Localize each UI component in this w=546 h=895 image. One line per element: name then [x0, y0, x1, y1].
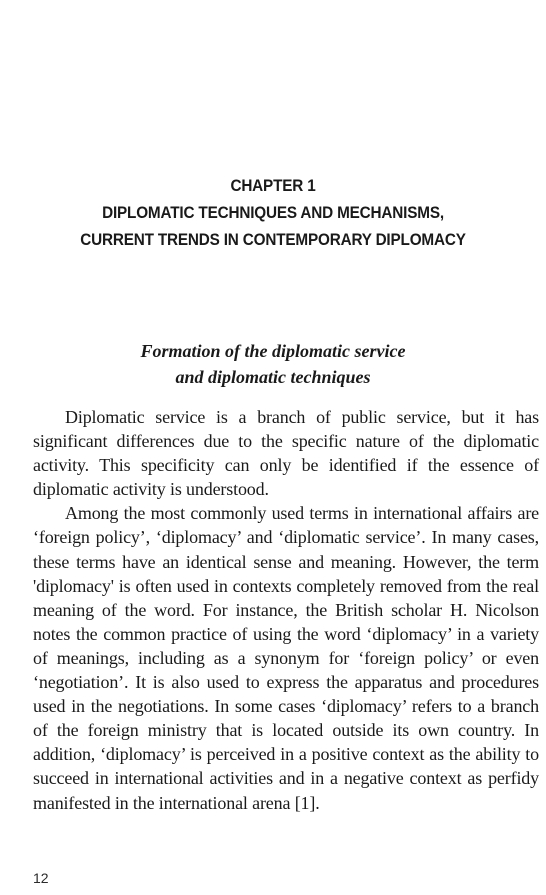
page-number: 12	[33, 870, 49, 886]
chapter-title-line-2: CURRENT TRENDS IN CONTEMPORARY DIPLOMACY	[80, 230, 466, 249]
body-text	[33, 405, 539, 815]
chapter-number: CHAPTER 1	[230, 176, 316, 195]
section-heading-line-1: Formation of the diplomatic service	[140, 341, 406, 361]
section-heading	[0, 338, 546, 390]
paragraph: Diplomatic service is a branch of public service, but it has significant differences due to the specific nature of the diplomatic activity. This specificity can only be identified if the essence of diplomatic activity is understood.	[33, 407, 539, 500]
chapter-title-line-1: DIPLOMATIC TECHNIQUES AND MECHANISMS,	[102, 203, 444, 222]
chapter-header	[27, 172, 518, 253]
section-heading-line-2: and diplomatic techniques	[175, 367, 371, 387]
paragraph: Among the most commonly used terms in international affairs are ‘foreign policy’, ‘diplomacy’ and ‘diplomatic service’. In many cases, these terms have an identical sense and meaning. However, the term 'diplomacy' is often used in contexts completely removed from the real meaning of the word. For instance, the British scholar H. Nicolson notes the common practice of using the word ‘diplomacy’ in a variety of meanings, including as a synonym for ‘foreign policy’ or even ‘negotiation’. It is also used to express the apparatus and procedures used in the negotiations. In some cases ‘diplomacy’ refers to a branch of the foreign ministry that is located outside its own country. In addition, ‘diplomacy’ is perceived in a positive context as the ability to succeed in international activities and in a negative context as perfidy manifested in the international arena [1].	[33, 503, 539, 813]
